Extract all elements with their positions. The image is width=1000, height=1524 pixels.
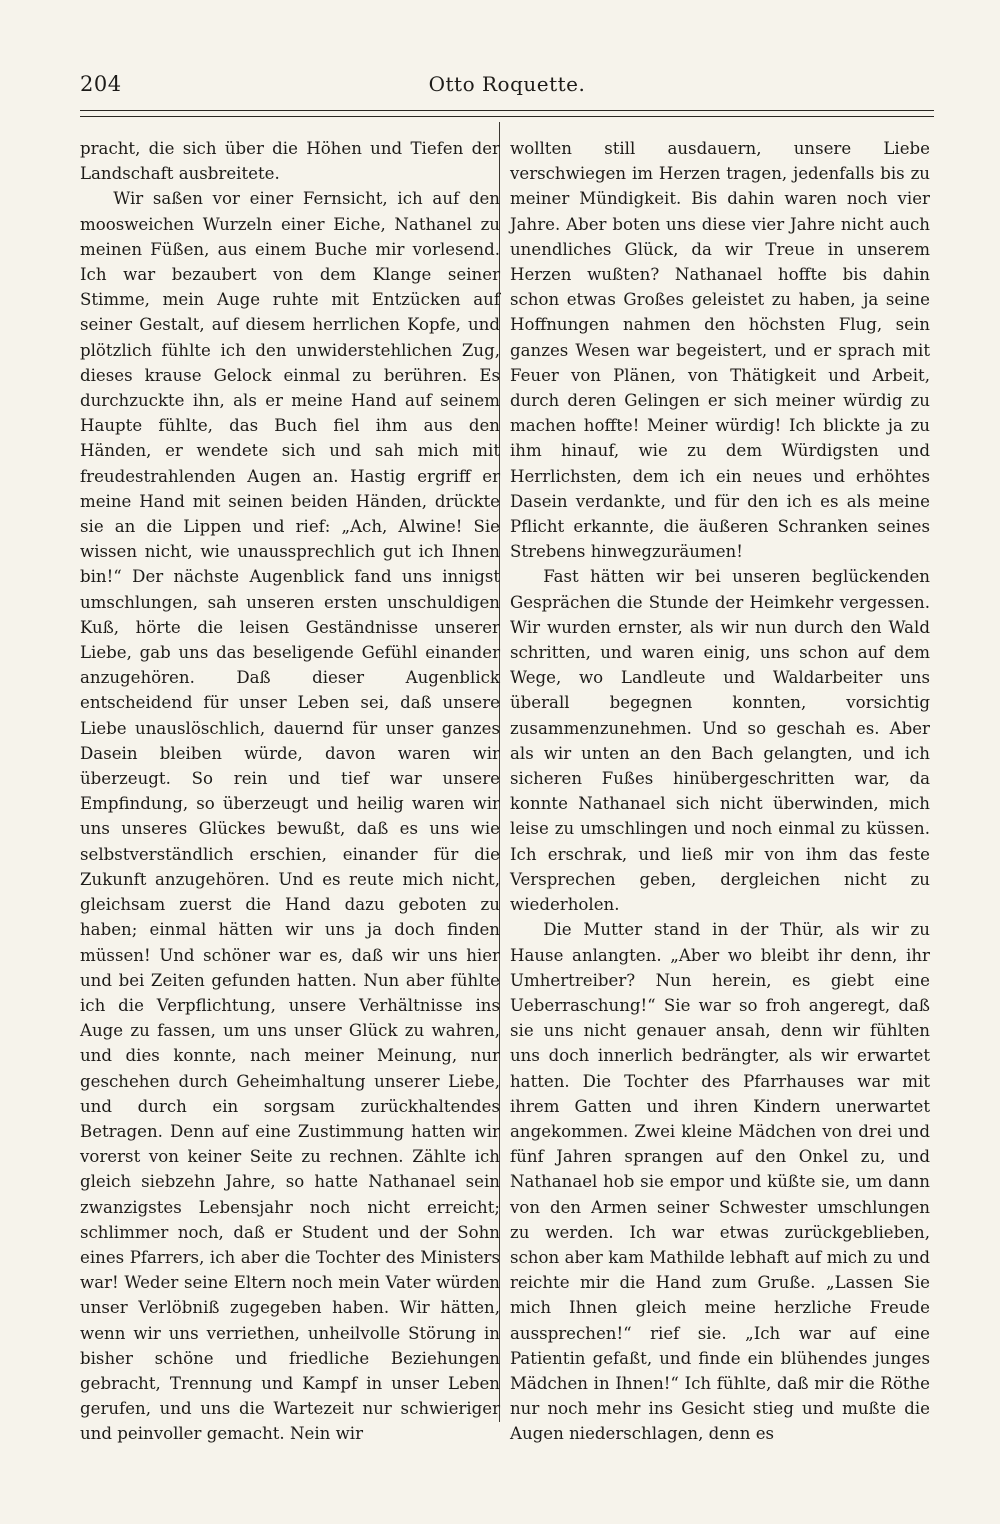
- running-title: Otto Roquette.: [428, 72, 586, 96]
- paragraph: Die Mutter stand in der Thür, als wir zu Hause anlangten. „Aber wo bleibt ihr denn, ihr Umhertreiber? Nun herein, es giebt eine Ueberraschung!“ Sie war so froh angeregt, daß sie uns nicht genauer ansah, denn wir fühlten uns doch innerlich bedrängter, als wir erwartet hatten. Die Tochter des Pfarrhauses war mit ihrem Gatten und ihren Kindern unerwartet angekommen. Zwei kleine Mädchen von drei und fünf Jahren sprangen auf den Onkel zu, und Nathanael hob sie empor und küßte sie, um dann von den Armen seiner Schwester umschlungen zu werden. Ich war etwas zurückgeblieben, schon aber kam Mathilde lebhaft auf mich zu und reichte mir die Hand zum Gruße. „Lassen Sie mich Ihnen gleich meine herzliche Freude aussprechen!“ rief sie. „Ich war auf eine Patientin gefaßt, und finde ein blühendes junges Mädchen in Ihnen!“ Ich fühlte, daß mir die Röthe nur noch mehr ins Gesicht stieg und mußte die Augen niederschlagen, denn es: [510, 920, 930, 1444]
- right-column: [510, 136, 930, 1447]
- paragraph: pracht, die sich über die Höhen und Tiefen der Landschaft ausbreitete.: [80, 139, 500, 184]
- page-number: 204: [80, 72, 122, 96]
- page-header: [80, 72, 934, 104]
- header-rule-bottom: [80, 116, 934, 117]
- paragraph: Wir saßen vor einer Fernsicht, ich auf den mooswеichen Wurzeln einer Eiche, Nathanel zu meinen Füßen, aus einem Buche mir vorlesend. Ich war bezaubert von dem Klange seiner Stimme, mein Auge ruhte mit Entzücken auf seiner Gestalt, auf diesem herrlichen Kopfe, und plötzlich fühlte ich den unwiderstehlichen Zug, dieses krause Gelock einmal zu berühren. Es durchzuckte ihn, als er meine Hand auf seinem Haupte fühlte, das Buch fiel ihm aus den Händen, er wendete sich und sah mich mit freudestrahlenden Augen an. Hastig ergriff er meine Hand mit seinen beiden Händen, drückte sie an die Lippen und rief: „Ach, Alwine! Sie wissen nicht, wie unaussprechlich gut ich Ihnen bin!“ Der nächste Augenblick fand uns innigst umschlungen, sah unseren ersten unschuldigen Kuß, hörte die leisen Geständnisse unserer Liebe, gab uns das beseligende Gefühl einander anzugehören. Daß dieser Augenblick entscheidend für unser Leben sei, daß unsere Liebe unauslöschlich, dauernd für unser ganzes Dasein bleiben würde, davon waren wir überzeugt. So rein und tief war unsere Empfindung, so überzeugt und heilig waren wir uns unseres Glückes bewußt, daß es uns wie selbstverständlich erschien, einander für die Zukunft anzugehören. Und es reute mich nicht, gleichsam zuerst die Hand dazu geboten zu haben; einmal hätten wir uns ja doch finden müssen! Und schöner war es, daß wir uns hier und bei Zeiten gefunden hatten. Nun aber fühlte ich die Verpflichtung, unsere Verhältnisse ins Auge zu fassen, um uns unser Glück zu wahren, und dies konnte, nach meiner Meinung, nur geschehen durch Geheimhaltung unserer Liebe, und durch ein sorgsam zurückhaltendes Betragen. Denn auf eine Zustimmung hatten wir vorerst von keiner Seite zu rechnen. Zählte ich gleich siebzehn Jahre, so hatte Nathanael sein zwanzigstes Lebensjahr noch nicht erreicht; schlimmer noch, daß er Student und der Sohn eines Pfarrers, ich aber die Tochter des Ministers war! Weder seine Eltern noch mein Vater würden unser Verlöbniß zugegeben haben. Wir hätten, wenn wir uns verriethen, unheilvolle Störung in bisher schöne und friedliche Beziehungen gebracht, Trennung und Kampf in unser Leben gerufen, und uns die Wartezeit nur schwieriger und peinvoller gemacht. Nein wir: [80, 189, 500, 1444]
- paragraph: Fast hätten wir bei unseren beglückenden Gesprächen die Stunde der Heimkehr vergessen. Wir wurden ernster, als wir nun durch den Wald schritten, und waren einig, uns schon auf dem Wege, wo Landleute und Waldarbeiter uns überall begegnen konnten, vorsichtig zusammenzunehmen. Und so geschah es. Aber als wir unten an den Bach gelangten, und ich sicheren Fußes hinübergeschritten war, da konnte Nathanael sich nicht überwinden, mich leise zu umschlingen und noch einmal zu küssen. Ich erschrak, und ließ mir von ihm das feste Versprechen geben, dergleichen nicht zu wiederholen.: [510, 567, 930, 915]
- paragraph: wollten still ausdauern, unsere Liebe verschwiegen im Herzen tragen, jedenfalls bis zu meiner Mündigkeit. Bis dahin waren noch vier Jahre. Aber boten uns diese vier Jahre nicht auch unendliches Glück, da wir Treue in unserem Herzen wußten? Nathanael hoffte bis dahin schon etwas Großes geleistet zu haben, ja seine Hoffnungen nahmen den höchsten Flug, sein ganzes Wesen war begeistert, und er sprach mit Feuer von Plänen, von Thätigkeit und Arbeit, durch deren Gelingen er sich meiner würdig zu machen hoffte! Meiner würdig! Ich blickte ja zu ihm hinauf, wie zu dem Würdigsten und Herrlichsten, dem ich ein neues und erhöhtes Dasein verdankte, und für den ich es als meine Pflicht erkannte, die äußeren Schranken seines Strebens hinwegzuräumen!: [510, 139, 930, 562]
- header-rule-top: [80, 110, 934, 111]
- left-column: [80, 136, 500, 1447]
